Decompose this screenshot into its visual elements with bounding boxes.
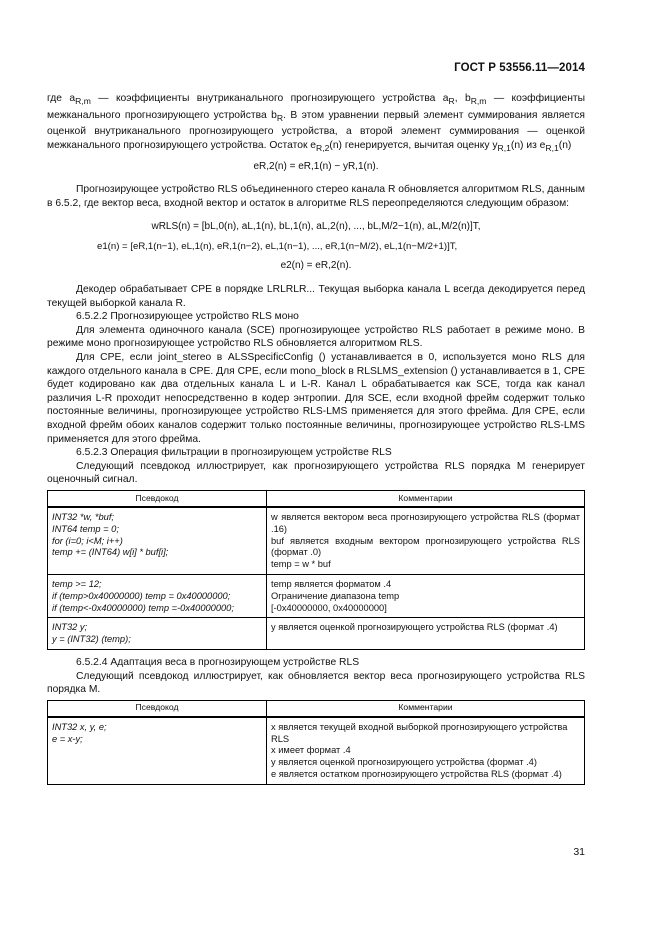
- table-header-pseudocode: Псевдокод: [48, 700, 267, 717]
- paragraph-coefficients: где $a_{R,m}$ — коэффициенты внутриканального прогнозирующего устройства $a_R$, $b_{R,m}$ — коэффициенты межканального прогнозирующего устройства $b_R$. В этом уравнении первый элемент суммирования является оценкой внутриканального прогнозирующего устройства, а второй элемент суммирования — оценкой межканального прогнозирующего устройства. Остаток $e_{R,2}(n)$ генерируется, вычитая оценку $y_{R,1}(n)$ из $e_{R,1}(n)$: [47, 93, 585, 153]
- table-header-comments: Комментарии: [267, 490, 585, 507]
- paragraph-cpe-mono: Для CPE, если joint_stereo в ALSSpecificConfig () устанавливается в 0, используется моно RLS для каждого отдельного канала в CPE. Для CPE, если mono_block в RLSLMS_extension () устанавливается в 1, CPE будет кодировано как два отдельных канала L и L-R. Канал L обрабатывается как SCE, тогда как канал различия L-R проходит непосредственно в кодер энтропии. Для SCE, если входной фрейм содержит только постоянные величины, прогнозирующее устройство RLS-LMS применяется для этого фрейма. Для CPE, если входной фрейм обоих каналов содержит только постоянные величины, прогнозирующее устройство RLS-LMS применяется для этого фрейма.: [47, 352, 585, 445]
- section-heading-6-5-2-2: 6.5.2.2 Прогнозирующее устройство RLS моно: [76, 311, 299, 323]
- table-header-pseudocode: Псевдокод: [48, 490, 267, 507]
- table-row: [48, 618, 585, 650]
- code-cell: INT32 y; y = (INT32) (temp);: [48, 618, 267, 650]
- equation-input-vector: e1(n) = [eR,1(n−1), eL,1(n), eR,1(n−2), eL,1(n−1), ..., eR,1(n−M/2), eL,1(n−M/2+1)]T,: [97, 240, 458, 252]
- comment-cell: x является текущей входной выборкой прогнозирующего устройства RLS x имеет формат .4 y является оценкой прогнозирующего устройства (формат .4) e является остатком прогнозирующего устройства RLS (формат .4): [267, 717, 585, 784]
- paragraph-rls-update: Прогнозирующее устройство RLS объединенного стерео канала R обновляется алгоритмом RLS, данным в 6.5.2, где вектор веса, входной вектор и остаток в алгоритме RLS переопределяются следующим образом:: [47, 184, 585, 209]
- comment-cell: temp является форматом .4 Ограничение диапазона temp [-0x40000000, 0x40000000]: [267, 574, 585, 617]
- table-row: [48, 574, 585, 617]
- paragraph-sce-mono: Для элемента одиночного канала (SCE) прогнозирующее устройство RLS работает в режиме моно. В режиме моно прогнозирующее устройство RLS обновляется алгоритмом RLS.: [47, 324, 585, 350]
- table-header-comments: Комментарии: [267, 700, 585, 717]
- pseudocode-table-filtering: [47, 490, 585, 650]
- equation-residual-e2: e2(n) = eR,2(n).: [280, 260, 352, 272]
- paragraph-filter-pseudocode: Следующий псевдокод иллюстрирует, как прогнозирующего устройства RLS порядка M генерирует оценочный сигнал.: [47, 460, 585, 486]
- equation-residual: eR,2(n) = eR,1(n) − yR,1(n).: [253, 160, 379, 172]
- comment-cell: w является вектором веса прогнозирующего устройства RLS (формат .16) buf является входным вектором прогнозирующего устройства RLS (формат .0) temp = w * buf: [267, 507, 585, 574]
- paragraph-decoder-order: Декодер обрабатывает CPE в порядке LRLRLR... Текущая выборка канала L всегда декодируется перед текущей выборкой канала R.: [47, 284, 585, 309]
- code-cell: INT32 x, y, e; e = x-y;: [48, 717, 267, 784]
- document-header: ГОСТ Р 53556.11—2014: [454, 62, 585, 74]
- table-row: [48, 507, 585, 574]
- code-cell: temp >= 12; if (temp>0x40000000) temp = 0x40000000; if (temp<-0x40000000) temp =-0x40000000;: [48, 574, 267, 617]
- code-cell: INT32 *w, *buf; INT64 temp = 0; for (i=0; i<M; i++) temp += (INT64) w[i] * buf[i];: [48, 507, 267, 574]
- comment-cell: y является оценкой прогнозирующего устройства RLS (формат .4): [267, 618, 585, 650]
- section-heading-6-5-2-4: 6.5.2.4 Адаптация веса в прогнозирующем устройстве RLS: [76, 656, 360, 668]
- section-heading-6-5-2-3: 6.5.2.3 Операция фильтрации в прогнозирующем устройстве RLS: [76, 447, 392, 459]
- document-body: [47, 92, 585, 791]
- pseudocode-table-adaptation: [47, 700, 585, 785]
- equation-weight-vector: wRLS(n) = [bL,0(n), aL,1(n), bL,1(n), aL,2(n), ..., bL,M/2−1(n), aL,M/2(n)]T,: [151, 221, 481, 233]
- paragraph-weight-pseudocode: Следующий псевдокод иллюстрирует, как обновляется вектор веса прогнозирующего устройства RLS порядка M.: [47, 670, 585, 696]
- table-row: [48, 717, 585, 784]
- page-number: 31: [573, 846, 585, 858]
